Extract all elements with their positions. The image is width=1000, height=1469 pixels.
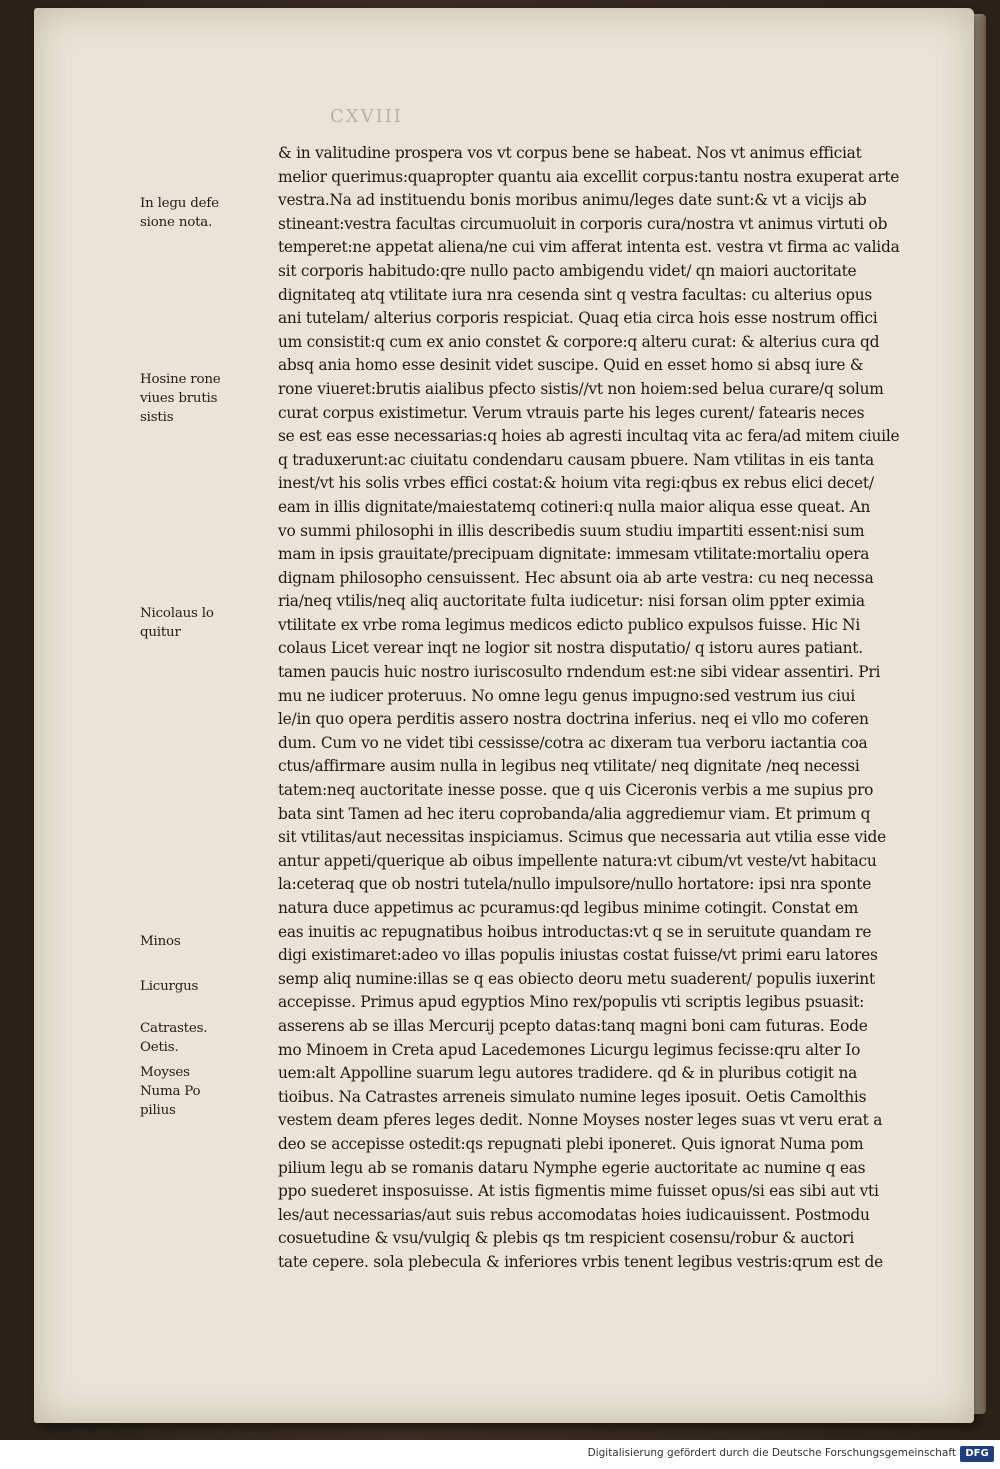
text-line: rone viueret:brutis aialibus pfecto sistis//vt non hoiem:sed belua curare/q solum	[278, 379, 884, 398]
text-line: melior querimus:quapropter quantu aia excellit corpus:tantu nostra exuperat arte	[278, 167, 900, 186]
text-line: ani tutelam/ alterius corporis respiciat. Quaq etia circa hois esse nostrum offici	[278, 309, 878, 328]
footer-bar	[0, 1440, 1000, 1469]
text-line: antur appeti/querique ab oibus impellente natura:vt cibum/vt veste/vt habitacu	[278, 851, 877, 870]
text-line: temperet:ne appetat aliena/ne cui vim afferat intenta est. vestra vt firma ac valida	[278, 238, 900, 257]
text-line: inest/vt his solis vrbes effici costat:& hoium vita regi:qbus ex rebus elici decet/	[278, 474, 874, 493]
text-line: bata sint Tamen ad hec iteru coprobanda/alia aggrediemur viam. Et primum q	[278, 804, 871, 823]
text-line: eam in illis dignitate/maiestatemq cotineri:q nulla maior aliqua esse queat. An	[278, 497, 871, 516]
folio-number: CXVIII	[330, 106, 403, 127]
main-text-block	[278, 142, 928, 1275]
text-line: digi existimaret:adeo vo illas populis iniustas costat fuisse/vt primi earu latores	[278, 946, 878, 965]
margin-note-line: Nicolaus lo	[140, 606, 214, 621]
text-line: tate cepere. sola plebecula & inferiores vrbis tenent legibus vestris:qrum est de	[278, 1252, 883, 1271]
text-line: pilium legu ab se romanis dataru Nymphe egerie auctoritate ac numine q eas	[278, 1158, 866, 1177]
margin-note-line: Hosine rone	[140, 372, 221, 387]
text-line: la:ceteraq que ob nostri tutela/nullo impulsore/nullo hortatore: ipsi nra sponte	[278, 875, 872, 894]
text-line: curat corpus existimetur. Verum vtrauis parte his leges curent/ fatearis neces	[278, 403, 865, 422]
text-line: mu ne iudicer proteruus. No omne legu genus impugno:sed vestrum ius ciui	[278, 686, 856, 705]
margin-note-line: Licurgus	[140, 979, 199, 994]
text-line: tatem:neq auctoritate inesse posse. que q uis Ciceronis verbis a me supius pro	[278, 781, 874, 800]
text-line: les/aut necessarias/aut suis rebus accomodatas hoies iudicauissent. Postmodu	[278, 1205, 870, 1224]
margin-note-homo	[140, 370, 270, 427]
text-line: le/in quo opera perditis assero nostra doctrina inferius. neq ei vllo mo coferen	[278, 710, 869, 729]
text-line: vestem deam pferes leges dedit. Nonne Moyses noster leges suas vt veru erat a	[278, 1111, 883, 1130]
margin-note-nicolaus	[140, 604, 270, 642]
text-line: semp aliq numine:illas se q eas obiecto deoru metu suaderent/ populis iuxerint	[278, 969, 875, 988]
text-line: deo se accepisse ostedit:qs repugnati plebi iponeret. Quis ignorat Numa pom	[278, 1134, 864, 1153]
text-line: vtilitate ex vrbe roma legimus medicos edicto publico expulsos fuisse. Hic Ni	[278, 615, 861, 634]
text-line: tioibus. Na Catrastes arreneis simulato numine leges iposuit. Oetis Camolthis	[278, 1087, 867, 1106]
margin-note-line: sione nota.	[140, 215, 213, 230]
text-line: sit vtilitas/aut necessitas inspiciamus. Scimus que necessaria aut vtilia esse vide	[278, 828, 887, 847]
margin-note-line: In legu defe	[140, 196, 219, 211]
margin-note-line: viues brutis	[140, 391, 218, 406]
margin-note-line: Numa Po	[140, 1084, 201, 1099]
text-line: natura duce appetimus ac pcuramus:qd legibus minime cotingit. Constat em	[278, 899, 859, 917]
dfg-logo: DFG	[960, 1446, 994, 1462]
text-line: & in valitudine prospera vos vt corpus bene se habeat. Nos vt animus efficiat	[278, 144, 862, 162]
margin-note-catrastes	[140, 1019, 270, 1057]
margin-note-line: sistis	[140, 410, 174, 425]
margin-note-line: Moyses	[140, 1065, 190, 1080]
text-line: uem:alt Appolline suarum legu autores tradidere. qd & in pluribus cotigit na	[278, 1064, 858, 1083]
margin-note-line: Oetis.	[140, 1040, 179, 1055]
margin-note-legum	[140, 194, 270, 232]
text-line: q traduxerunt:ac ciuitatu condendaru causam pbuere. Nam vtilitas in eis tanta	[278, 450, 874, 469]
text-line: um consistit:q cum ex anio constet & corpore:q alteru curat: & alterius cura qd	[278, 332, 880, 351]
text-line: accepisse. Primus apud egyptios Mino rex/populis vti scriptis legibus psuasit:	[278, 993, 865, 1012]
text-line: se est eas esse necessarias:q hoies ab agresti incultaq vita ac fera/ad mitem ciuile	[278, 427, 900, 446]
margin-note-moyses	[140, 1063, 270, 1120]
text-line: asserens ab se illas Mercurij pcepto datas:tanq magni boni cam futuras. Eode	[278, 1016, 868, 1035]
margin-note-line: pilius	[140, 1103, 176, 1118]
margin-note-minos	[140, 932, 270, 951]
text-line: sit corporis habitudo:qre nullo pacto ambigendu videt/ qn maiori auctoritate	[278, 261, 857, 280]
page-edge	[974, 14, 986, 1414]
text-line: vo summi philosophi in illis describedis suum studiu impartiti essent:nisi sum	[278, 521, 865, 540]
text-line: stineant:vestra facultas circumuoluit in corporis cura/nostra vt animus virtuti ob	[278, 214, 888, 233]
text-line: dignam philosopho censuissent. Hec absunt oia ab arte vestra: cu neq necessa	[278, 568, 874, 587]
text-line: vestra.Na ad instituendu bonis moribus animu/leges date sunt:& vt a vicijs ab	[278, 191, 867, 210]
margin-note-licurgus	[140, 977, 270, 996]
text-line: mam in ipsis grauitate/precipuam dignitate: immesam vtilitate:mortaliu opera	[278, 545, 870, 564]
text-line: ppo suederet insposuisse. At istis figmentis mime fuisset opus/si eas sibi aut vti	[278, 1182, 879, 1201]
text-line: ctus/affirmare ausim nulla in legibus neq vtilitate/ neq dignitate /neq necessi	[278, 757, 860, 776]
margin-note-line: Catrastes.	[140, 1021, 208, 1036]
margin-note-line: Minos	[140, 934, 181, 949]
funding-credit: Digitalisierung gefördert durch die Deutsche Forschungsgemeinschaft	[587, 1447, 956, 1459]
text-line: ria/neq vtilis/neq aliq auctoritate fulta iudicetur: nisi forsan olim ppter eximia	[278, 592, 865, 611]
margin-note-line: quitur	[140, 625, 181, 640]
text-line: eas inuitis ac repugnatibus hoibus introductas:vt q se in seruitute quandam re	[278, 922, 872, 941]
text-line: dignitateq atq vtilitate iura nra cesenda sint q vestra facultas: cu alterius opus	[278, 285, 873, 304]
text-line: tamen paucis huic nostro iuriscosulto rndendum est:ne sibi videar assentiri. Pri	[278, 663, 881, 682]
text-line: absq ania homo esse desinit videt suscipe. Quid en esset homo si absq iure &	[278, 356, 864, 375]
text-line: cosuetudine & vsu/vulgiq & plebis qs tm respicient cosensu/robur & auctori	[278, 1229, 855, 1248]
text-line: mo Minoem in Creta apud Lacedemones Licurgu legimus fecisse:qru alter Io	[278, 1040, 861, 1059]
text-line: colaus Licet verear inqt ne logior sit nostra disputatio/ q istoru aures patiant.	[278, 639, 863, 658]
text-line: dum. Cum vo ne videt tibi cessisse/cotra ac dixeram tua verboru iactantia coa	[278, 733, 868, 752]
